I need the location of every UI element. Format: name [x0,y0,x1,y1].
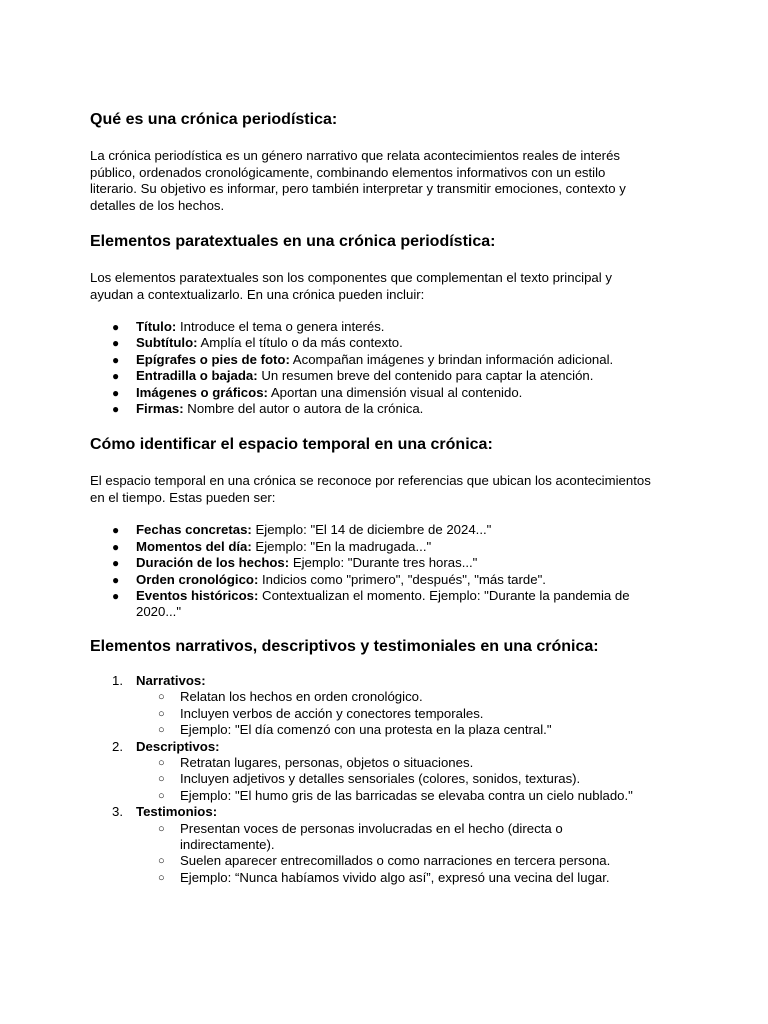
list-item-term: Subtítulo: [136,335,198,351]
circle-bullet-icon: ○ [158,724,165,737]
sub-list-item [136,722,678,738]
list-item-term: Duración de los hechos: [136,555,290,571]
circle-bullet-icon: ○ [158,756,165,769]
sub-list [136,755,678,804]
list-item-term: Entradilla o bajada: [136,368,258,384]
bullet-icon: ● [112,572,120,587]
list-item-term: Fechas concretas: [136,522,252,538]
list-item-term: Orden cronológico: [136,571,259,587]
sub-list-item [136,689,678,705]
sub-list-item-text: Ejemplo: “Nunca habíamos vivido algo así”, expresó una vecina del lugar. [180,869,610,885]
sub-list-item [136,771,678,787]
heading-que-es-cronica: Qué es una crónica periodística: [90,111,338,128]
item-number: 2. [112,738,123,754]
sub-list [136,689,678,738]
bullet-icon: ● [112,320,120,334]
list-item-text: Ejemplo: "El 14 de diciembre de 2024..." [251,522,492,538]
sub-list-item-text: Retratan lugares, personas, objetos o situaciones. [180,754,474,770]
paragraph-line: público, ordenados cronológicamente, combinando elementos informativos con un estilo [90,164,606,180]
list-item-text: Indicios como "primero", "después", "más tarde". [258,571,546,587]
circle-bullet-icon: ○ [158,822,165,835]
list-item-term: Epígrafes o pies de foto: [136,351,290,367]
bullet-list-paratextuales [90,319,678,417]
paragraph-line: ayudan a contextualizarlo. En una crónica pueden incluir: [90,286,425,302]
list-item-text: Ejemplo: "Durante tres horas..." [289,555,478,571]
sub-list [136,821,678,887]
list-item [90,335,678,351]
list-item-text: Nombre del autor o autora de la crónica. [183,401,424,417]
list-item-term: Momentos del día: [136,538,252,554]
circle-bullet-icon: ○ [158,691,165,704]
bullet-icon: ● [112,402,120,417]
list-item [90,572,678,588]
sub-list-item-text: Incluyen verbos de acción y conectores temporales. [180,705,484,721]
list-item-term: Eventos históricos: [136,588,259,604]
bullet-icon: ● [112,385,120,400]
list-item [90,319,678,335]
numbered-item-testimonios [90,804,678,886]
circle-bullet-icon: ○ [158,871,165,884]
item-number: 1. [112,672,123,688]
paragraph-definicion [90,148,678,214]
numbered-item-descriptivos [90,739,678,805]
list-item-term: Firmas: [136,401,184,417]
sub-list-item [136,870,678,886]
heading-elementos-paratextuales: Elementos paratextuales en una crónica periodística: [90,233,496,250]
list-item [90,385,678,401]
sub-list-item-text: Ejemplo: "El día comenzó con una protesta en la plaza central." [180,722,552,738]
bullet-icon: ● [112,523,120,538]
list-item-text: Ejemplo: "En la madrugada..." [251,538,432,554]
sub-list-item [136,788,678,804]
paragraph-line: detalles de los hechos. [90,197,225,213]
list-item-text: Contextualizan el momento. Ejemplo: "Durante la pandemia de [258,588,630,604]
bullet-icon: ● [112,352,120,367]
paragraph-line: en el tiempo. Estas pueden ser: [90,489,276,505]
list-item [90,522,678,538]
sub-list-item-text: Presentan voces de personas involucradas en el hecho (directa o [180,820,563,836]
list-item-text: Introduce el tema o genera interés. [176,319,385,334]
list-item [90,368,678,384]
paragraph-line: El espacio temporal en una crónica se reconoce por referencias que ubican los acontecimientos [90,473,651,489]
list-item [90,352,678,368]
numbered-list-elementos [90,673,678,886]
heading-elementos-narrativos: Elementos narrativos, descriptivos y testimoniales en una crónica: [90,637,599,655]
sub-list-item-text: Ejemplo: "El humo gris de las barricadas se elevaba contra un cielo nublado." [180,787,633,803]
list-item-text: Amplía el título o da más contexto. [197,335,403,351]
circle-bullet-icon: ○ [158,773,165,786]
paragraph-line: literario. Su objetivo es informar, pero también interpretar y transmitir emociones, contexto y [90,181,626,196]
sub-list-item-text: Suelen aparecer entrecomillados o como narraciones en tercera persona. [180,853,611,869]
sub-list-item [136,706,678,722]
bullet-list-espacio-temporal [90,522,678,620]
sub-list-item [136,755,678,771]
bullet-icon: ● [112,336,120,351]
list-item-text-continued: 2020..." [136,604,182,620]
item-number: 3. [112,804,123,820]
list-item [90,588,678,621]
list-item-text: Un resumen breve del contenido para captar la atención. [257,368,594,384]
sub-list-item-text: Relatan los hechos en orden cronológico. [180,689,423,705]
list-item-term: Título: [136,319,177,334]
list-item [90,555,678,571]
sub-list-item-text-continued: indirectamente). [180,836,275,852]
sub-list-item [136,853,678,869]
bullet-icon: ● [112,556,120,571]
paragraph-paratextuales [90,270,678,303]
numbered-item-title: Testimonios: [136,804,218,820]
circle-bullet-icon: ○ [158,707,165,720]
paragraph-line: La crónica periodística es un género narrativo que relata acontecimientos reales de interés [90,148,621,163]
list-item-term: Imágenes o gráficos: [136,384,268,400]
list-item [90,539,678,555]
circle-bullet-icon: ○ [158,789,165,802]
list-item [90,401,678,417]
bullet-icon: ● [112,369,120,384]
numbered-item-title: Descriptivos: [136,738,220,754]
numbered-item-narrativos [90,673,678,739]
sub-list-item-text: Incluyen adjetivos y detalles sensoriales (colores, sonidos, texturas). [180,771,581,787]
list-item-text: Acompañan imágenes y brindan información adicional. [289,351,614,367]
bullet-icon: ● [112,589,120,604]
heading-espacio-temporal: Cómo identificar el espacio temporal en una crónica: [90,436,493,454]
numbered-item-title: Narrativos: [136,672,206,688]
paragraph-line: Los elementos paratextuales son los componentes que complementan el texto principal y [90,270,612,285]
circle-bullet-icon: ○ [158,855,165,868]
paragraph-espacio-temporal [90,473,678,506]
list-item-text: Aportan una dimensión visual al contenido. [267,384,523,400]
sub-list-item [136,821,678,854]
bullet-icon: ● [112,539,120,554]
